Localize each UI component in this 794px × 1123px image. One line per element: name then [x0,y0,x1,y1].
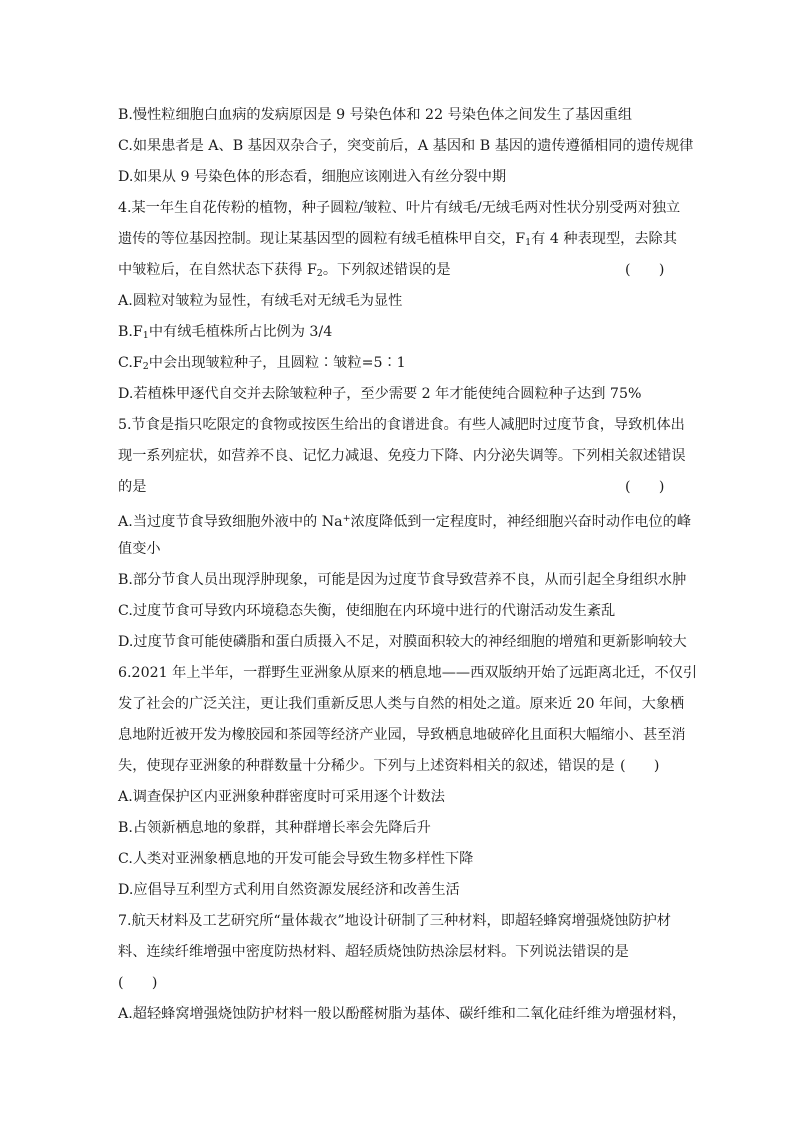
subscript: 2 [316,268,323,279]
question-text [118,100,698,1030]
q4-stem-line-1: 4.某一年生自花传粉的植物，种子圆粒/皱粒、叶片有绒毛/无绒毛两对性状分别受两对独立 [118,200,681,216]
q5-option-a-line-2: 值变小 [118,541,161,557]
q6-option-d: D.应倡导互利型方式利用自然资源发展经济和改善生活 [118,882,460,898]
q5-option-c: C.过度节食可导致内环境稳态失衡，使细胞在内环境中进行的代谢活动发生紊乱 [118,603,616,619]
subscript: 1 [525,237,532,248]
q5-stem-text: 的是 [118,479,147,495]
q4-option-b [118,317,678,348]
q3-option-b: B.慢性粒细胞白血病的发病原因是 9 号染色体和 22 号染色体之间发生了基因重组 [118,107,633,123]
q6-stem-text: 失，使现存亚洲象的种群数量十分稀少。下列与上述资料相关的叙述，错误的是 [118,758,615,774]
q4-option-c [118,348,678,379]
option-text: C.F [118,355,143,371]
q4-stem-text: 。下列叙述错误的是 [322,262,451,278]
q7-option-a-line-1: A.超轻蜂窝增强烧蚀防护材料一般以酚醛树脂为基体、碳纤维和二氧化硅纤维为增强材料， [118,1006,687,1022]
answer-parentheses: ( ) [625,479,665,495]
option-text: A.当过度节食导致细胞外液中的 Na [118,514,343,530]
superscript: + [342,513,351,524]
q4-stem-text: 中皱粒后，在自然状态下获得 F [118,262,317,278]
q5-stem-line-1: 5.节食是指只吃限定的食物或按医生给出的食谱进食。有些人减肥时过度节食，导致机体出 [118,417,685,433]
subscript: 2 [142,361,149,372]
q7-stem-line-2: 料、连续纤维增强中密度防热材料、超轻质烧蚀防热涂层材料。下列说法错误的是 [118,944,629,960]
q6-option-a: A.调查保护区内亚洲象种群密度时可采用逐个计数法 [118,789,445,805]
option-text: 中会出现皱粒种子，且圆粒∶皱粒=5∶1 [148,355,406,371]
q7-stem-line-1: 7.航天材料及工艺研究所“量体裁衣”地设计研制了三种材料，即超轻蜂窝增强烧蚀防护材 [118,913,671,929]
q6-stem-line-4 [118,751,678,782]
answer-parentheses: ( ) [625,262,665,278]
q3-option-c: C.如果患者是 A、B 基因双杂合子，突变前后，A 基因和 B 基因的遗传遵循相同的遗传规律 [118,138,694,154]
q6-stem-line-1: 6.2021 年上半年，一群野生亚洲象从原来的栖息地——西双版纳开始了远距离北迁，不仅引 [118,665,698,681]
answer-parentheses: ( ) [118,975,158,991]
q5-option-b: B.部分节食人员出现浮肿现象，可能是因为过度节食导致营养不良，从而引起全身组织水肿 [118,572,687,588]
q4-stem-line-3 [118,255,678,286]
subscript: 1 [142,330,149,341]
q4-option-d: D.若植株甲逐代自交并去除皱粒种子，至少需要 2 年才能使纯合圆粒种子达到 75% [118,386,642,402]
q6-option-c: C.人类对亚洲象栖息地的开发可能会导致生物多样性下降 [118,851,474,867]
q5-stem-line-3 [118,472,678,503]
q4-stem-line-2 [118,224,678,255]
q4-stem-text: 遗传的等位基因控制。现让某基因型的圆粒有绒毛植株甲自交，F [118,231,526,247]
q5-option-d: D.过度节食可能使磷脂和蛋白质摄入不足，对膜面积较大的神经细胞的增殖和更新影响较大 [118,634,687,650]
option-text: B.F [118,324,143,340]
q5-stem-line-2: 现一系列症状，如营养不良、记忆力减退、免疫力下降、内分泌失调等。下列相关叙述错误 [118,448,686,464]
q6-stem-line-3: 息地附近被开发为橡胶园和茶园等经济产业园，导致栖息地破碎化且面积大幅缩小、甚至消 [118,727,686,743]
q3-option-d: D.如果从 9 号染色体的形态看，细胞应该刚进入有丝分裂中期 [118,169,507,185]
q6-option-b: B.占领新栖息地的象群，其种群增长率会先降后升 [118,820,431,836]
q6-stem-line-2: 发了社会的广泛关注，更让我们重新反思人类与自然的相处之道。原来近 20 年间，大象栖 [118,696,685,712]
q4-option-a: A.圆粒对皱粒为显性，有绒毛对无绒毛为显性 [118,293,403,309]
answer-parentheses: ( ) [620,758,660,774]
q4-stem-text: 有 4 种表现型，去除其 [531,231,677,247]
option-text: 中有绒毛植株所占比例为 3/4 [148,324,333,340]
option-text: 浓度降低到一定程度时，神经细胞兴奋时动作电位的峰 [350,514,692,530]
q5-option-a-line-1 [118,503,692,534]
